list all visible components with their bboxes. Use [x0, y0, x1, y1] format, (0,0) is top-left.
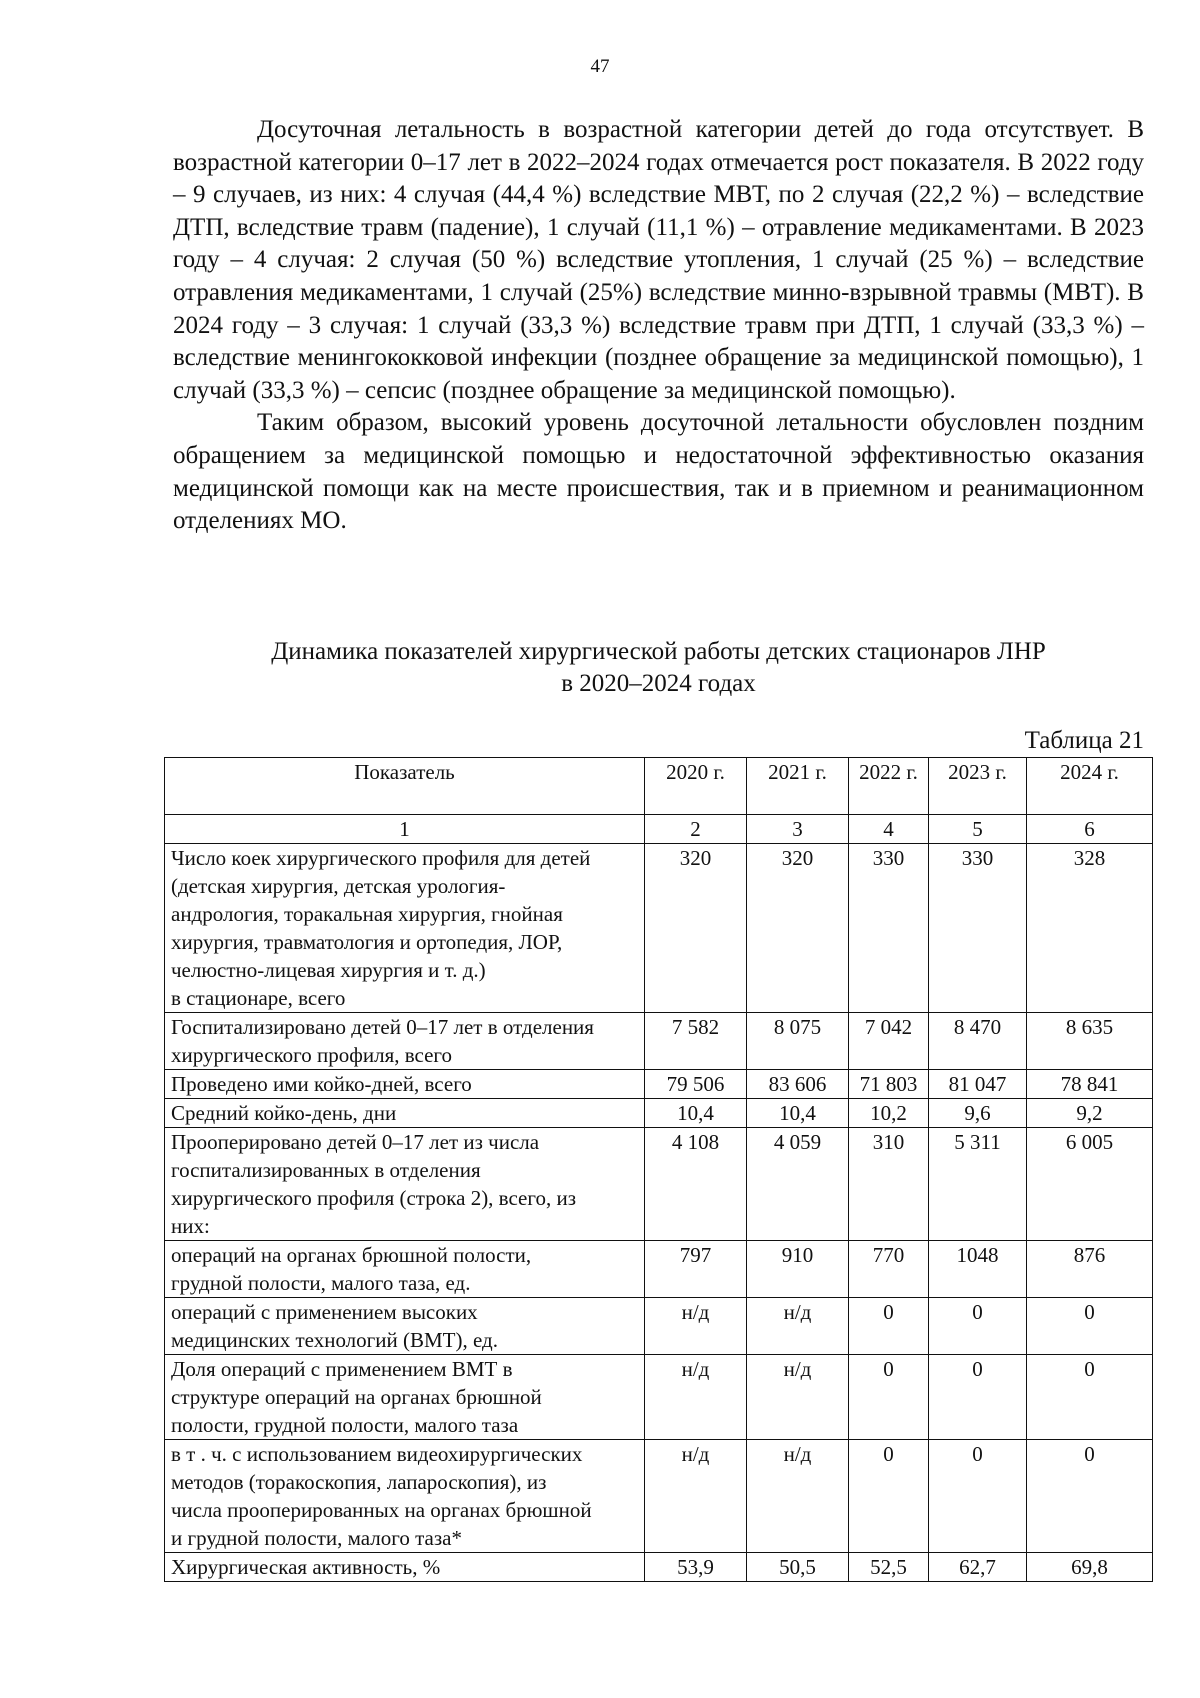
label-line: операций на органах брюшной полости, — [171, 1243, 532, 1267]
cell-value: 7 042 — [849, 1013, 929, 1070]
cell-value: н/д — [747, 1355, 849, 1440]
table-row — [165, 1298, 1153, 1355]
label-line: хирургического профиля (строка 2), всего, из — [171, 1186, 576, 1210]
column-number: 5 — [929, 815, 1027, 844]
table-heading — [173, 636, 1144, 700]
cell-value: н/д — [747, 1440, 849, 1553]
cell-value: 79 506 — [645, 1070, 747, 1099]
label-line: хирургического профиля, всего — [171, 1043, 453, 1067]
cell-value: 310 — [849, 1128, 929, 1241]
table-heading-line-1: Динамика показателей хирургической работы детских стационаров ЛНР — [271, 638, 1046, 665]
label-line: Проведено ими койко-дней, всего — [171, 1072, 472, 1096]
cell-value: 0 — [1027, 1298, 1153, 1355]
label-line: хирургия, травматология и ортопедия, ЛОР, — [171, 930, 563, 954]
table-header-row — [165, 758, 1153, 815]
cell-value: 8 470 — [929, 1013, 1027, 1070]
table-row — [165, 1099, 1153, 1128]
cell-value: 797 — [645, 1241, 747, 1298]
header-year-2023: 2023 г. — [929, 758, 1027, 815]
label-line: Число коек хирургического профиля для детей — [171, 846, 591, 870]
column-number-row — [165, 815, 1153, 844]
cell-value: н/д — [747, 1298, 849, 1355]
cell-value: 50,5 — [747, 1553, 849, 1582]
cell-value: 0 — [849, 1355, 929, 1440]
row-label — [165, 1013, 645, 1070]
page-number: 47 — [590, 56, 610, 77]
cell-value: 71 803 — [849, 1070, 929, 1099]
label-line: структуре операций на органах брюшной — [171, 1385, 542, 1409]
label-line: Хирургическая активность, % — [171, 1555, 441, 1579]
cell-value: 0 — [929, 1440, 1027, 1553]
label-line: медицинских технологий (ВМТ), ед. — [171, 1328, 498, 1352]
header-year-2024: 2024 г. — [1027, 758, 1153, 815]
cell-value: 876 — [1027, 1241, 1153, 1298]
cell-value: 10,2 — [849, 1099, 929, 1128]
row-label — [165, 1553, 645, 1582]
cell-value: 81 047 — [929, 1070, 1027, 1099]
cell-value: 8 075 — [747, 1013, 849, 1070]
cell-value: 910 — [747, 1241, 849, 1298]
label-line: полости, грудной полости, малого таза — [171, 1413, 519, 1437]
cell-value: 6 005 — [1027, 1128, 1153, 1241]
cell-value: 62,7 — [929, 1553, 1027, 1582]
table-row — [165, 1440, 1153, 1553]
cell-value: 0 — [929, 1355, 1027, 1440]
cell-value: 7 582 — [645, 1013, 747, 1070]
row-label — [165, 1440, 645, 1553]
label-line: и грудной полости, малого таза* — [171, 1526, 462, 1550]
label-line: челюстно-лицевая хирургия и т. д.) — [171, 958, 486, 982]
label-line: Средний койко-день, дни — [171, 1101, 397, 1125]
column-number: 6 — [1027, 815, 1153, 844]
surgical-stats-table — [164, 757, 1153, 1582]
table-row — [165, 1128, 1153, 1241]
cell-value: н/д — [645, 1298, 747, 1355]
label-line: Госпитализировано детей 0–17 лет в отделения — [171, 1015, 594, 1039]
cell-value: 53,9 — [645, 1553, 747, 1582]
table-row — [165, 1013, 1153, 1070]
cell-value: 0 — [929, 1298, 1027, 1355]
header-year-2022: 2022 г. — [849, 758, 929, 815]
table-row — [165, 1355, 1153, 1440]
label-line: госпитализированных в отделения — [171, 1158, 481, 1182]
row-label — [165, 1298, 645, 1355]
cell-value: н/д — [645, 1440, 747, 1553]
label-line: Прооперировано детей 0–17 лет из числа — [171, 1130, 540, 1154]
cell-value: 0 — [1027, 1355, 1153, 1440]
cell-value: н/д — [645, 1355, 747, 1440]
label-line: в стационаре, всего — [171, 986, 346, 1010]
table-caption: Таблица 21 — [1024, 727, 1144, 754]
label-line: них: — [171, 1214, 210, 1238]
cell-value: 0 — [849, 1440, 929, 1553]
cell-value: 9,6 — [929, 1099, 1027, 1128]
label-line: операций с применением высоких — [171, 1300, 478, 1324]
cell-value: 0 — [849, 1298, 929, 1355]
header-year-2021: 2021 г. — [747, 758, 849, 815]
paragraph-mortality: Досуточная летальность в возрастной категории детей до года отсутствует. В возрастной категории 0–17 лет в 2022–2024 годах отмечается рост показателя. В 2022 году – 9 случаев, из них: 4 случая (44,4 %) вследствие МВТ, по 2 случая (22,2 %) – вследствие ДТП, вследствие травм (падение), 1 случай (11,1 %) – отравление медикаментами. В 2023 году – 4 случая: 2 случая (50 %) вследствие утопления, 1 случай (25 %) – вследствие отравления медикаментами, 1 случай (25%) вследствие минно-взрывной травмы (МВТ). В 2024 году – 3 случая: 1 случай (33,3 %) вследствие травм при ДТП, 1 случай (33,3 %) – вследствие менингококковой инфекции (позднее обращение за медицинской помощью), 1 случай (33,3 %) – сепсис (позднее обращение за медицинской помощью). — [173, 116, 1144, 404]
cell-value: 69,8 — [1027, 1553, 1153, 1582]
cell-value: 328 — [1027, 844, 1153, 1013]
row-label — [165, 1099, 645, 1128]
table-row — [165, 1070, 1153, 1099]
column-number: 1 — [165, 815, 645, 844]
cell-value: 78 841 — [1027, 1070, 1153, 1099]
table-row — [165, 1553, 1153, 1582]
cell-value: 10,4 — [645, 1099, 747, 1128]
cell-value: 330 — [929, 844, 1027, 1013]
cell-value: 0 — [1027, 1440, 1153, 1553]
paragraph-conclusion: Таким образом, высокий уровень досуточной летальности обусловлен поздним обращением за медицинской помощью и недостаточной эффективностью оказания медицинской помощи как на месте происшествия, так и в приемном и реанимационном отделениях МО. — [173, 409, 1144, 535]
label-line: (детская хирургия, детская урология- — [171, 874, 506, 898]
cell-value: 330 — [849, 844, 929, 1013]
column-number: 4 — [849, 815, 929, 844]
table-row — [165, 844, 1153, 1013]
column-number: 3 — [747, 815, 849, 844]
row-label — [165, 1070, 645, 1099]
label-line: грудной полости, малого таза, ед. — [171, 1271, 471, 1295]
row-label — [165, 1128, 645, 1241]
table-row — [165, 1241, 1153, 1298]
cell-value: 4 108 — [645, 1128, 747, 1241]
cell-value: 320 — [747, 844, 849, 1013]
body-text — [173, 114, 1144, 538]
label-line: в т . ч. с использованием видеохирургических — [171, 1442, 583, 1466]
label-line: числа прооперированных на органах брюшной — [171, 1498, 592, 1522]
cell-value: 52,5 — [849, 1553, 929, 1582]
header-year-2020: 2020 г. — [645, 758, 747, 815]
cell-value: 83 606 — [747, 1070, 849, 1099]
label-line: андрология, торакальная хирургия, гнойная — [171, 902, 563, 926]
label-line: Доля операций с применением ВМТ в — [171, 1357, 513, 1381]
cell-value: 4 059 — [747, 1128, 849, 1241]
column-number: 2 — [645, 815, 747, 844]
cell-value: 770 — [849, 1241, 929, 1298]
row-label — [165, 1355, 645, 1440]
table-heading-line-2: в 2020–2024 годах — [561, 670, 756, 697]
cell-value: 8 635 — [1027, 1013, 1153, 1070]
row-label — [165, 844, 645, 1013]
cell-value: 10,4 — [747, 1099, 849, 1128]
cell-value: 9,2 — [1027, 1099, 1153, 1128]
label-line: методов (торакоскопия, лапароскопия), из — [171, 1470, 547, 1494]
header-indicator: Показатель — [165, 758, 645, 815]
cell-value: 320 — [645, 844, 747, 1013]
row-label — [165, 1241, 645, 1298]
cell-value: 5 311 — [929, 1128, 1027, 1241]
cell-value: 1048 — [929, 1241, 1027, 1298]
